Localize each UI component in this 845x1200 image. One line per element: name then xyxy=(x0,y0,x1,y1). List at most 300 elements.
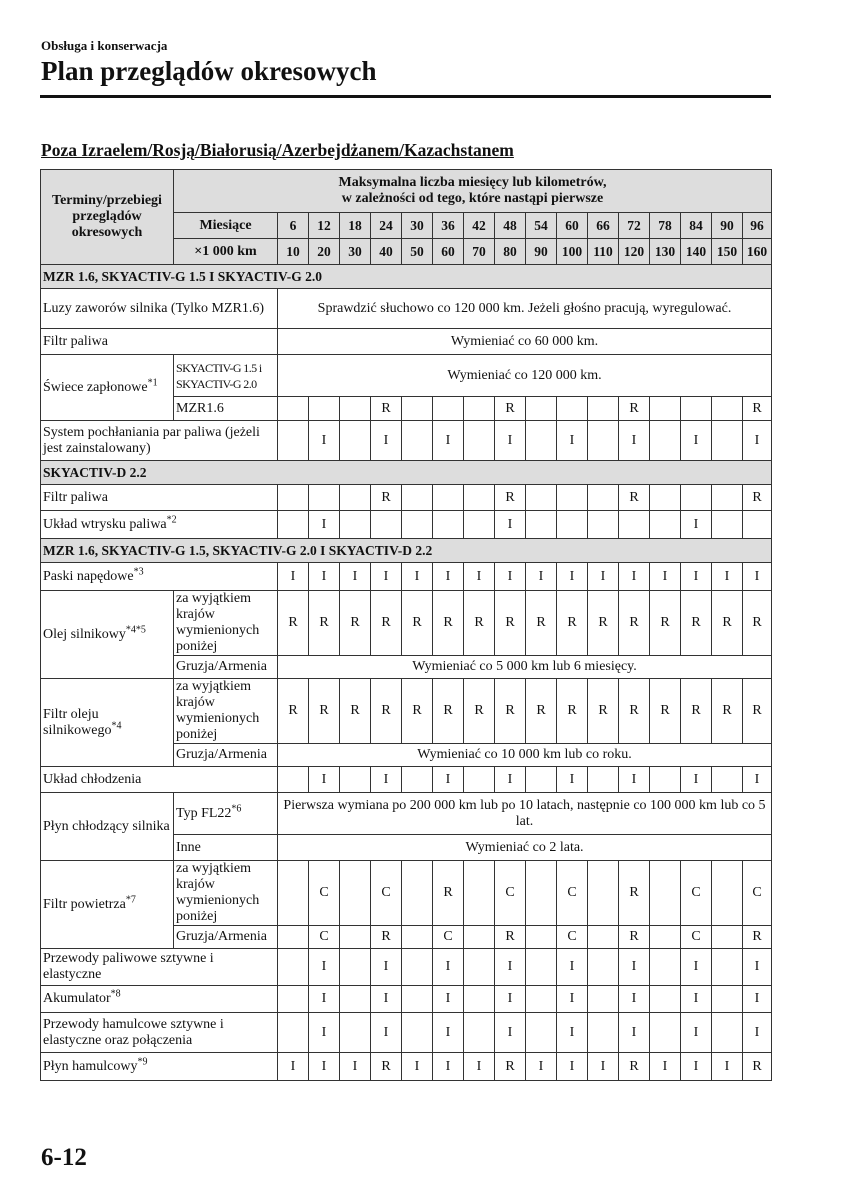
interval-cell xyxy=(619,511,650,539)
table-row xyxy=(41,329,772,355)
interval-cell xyxy=(402,511,433,539)
table-row xyxy=(41,591,772,656)
interval-cell: R xyxy=(495,397,526,421)
interval-cell: R xyxy=(619,1053,650,1081)
interval-cell: I xyxy=(526,563,557,591)
interval-cell xyxy=(371,511,402,539)
interval-cell: I xyxy=(309,949,340,986)
interval-cell: R xyxy=(619,397,650,421)
interval-cell: R xyxy=(681,591,712,656)
interval-cell: I xyxy=(371,1013,402,1053)
interval-cell: R xyxy=(433,591,464,656)
interval-cell: R xyxy=(340,591,371,656)
interval-cell xyxy=(712,986,743,1013)
interval-cell: I xyxy=(371,563,402,591)
interval-cell xyxy=(650,485,681,511)
interval-cell: R xyxy=(371,397,402,421)
interval-cell: I xyxy=(743,986,772,1013)
interval-cell: I xyxy=(278,1053,309,1081)
interval-cell: I xyxy=(371,421,402,461)
maintenance-subitem: Gruzja/Armenia xyxy=(174,926,278,949)
interval-cell xyxy=(712,767,743,793)
interval-cell: I xyxy=(619,986,650,1013)
interval-cell xyxy=(743,511,772,539)
interval-cell: R xyxy=(371,591,402,656)
interval-cell xyxy=(433,397,464,421)
interval-cell: R xyxy=(619,679,650,744)
interval-cell: R xyxy=(557,591,588,656)
interval-cell xyxy=(309,485,340,511)
table-row xyxy=(41,679,772,744)
interval-cell xyxy=(712,511,743,539)
header-km-cell: 10 xyxy=(278,239,309,265)
interval-cell: R xyxy=(526,591,557,656)
maintenance-item: Płyn chłodzący silnika xyxy=(41,793,174,861)
interval-cell xyxy=(340,767,371,793)
interval-cell xyxy=(650,511,681,539)
interval-cell: I xyxy=(402,1053,433,1081)
interval-cell: I xyxy=(278,563,309,591)
interval-cell xyxy=(464,1013,495,1053)
header-month-cell: 36 xyxy=(433,213,464,239)
interval-cell: R xyxy=(402,591,433,656)
interval-cell xyxy=(340,397,371,421)
footnote-ref: *7 xyxy=(125,893,136,905)
interval-cell: I xyxy=(464,563,495,591)
interval-cell xyxy=(340,421,371,461)
maintenance-item: Olej silnikowy$^{*4*5}$ xyxy=(41,591,174,679)
interval-cell: I xyxy=(309,1013,340,1053)
interval-cell: I xyxy=(681,1053,712,1081)
interval-cell xyxy=(433,511,464,539)
interval-cell xyxy=(340,986,371,1013)
interval-cell: I xyxy=(495,563,526,591)
interval-cell xyxy=(278,397,309,421)
title-divider xyxy=(40,95,771,98)
interval-cell xyxy=(278,861,309,926)
maintenance-subitem: za wyjątkiem krajów wymienionych poniżej xyxy=(174,591,278,656)
interval-cell xyxy=(588,397,619,421)
header-km-cell: 140 xyxy=(681,239,712,265)
interval-cell: I xyxy=(433,949,464,986)
interval-cell xyxy=(464,421,495,461)
interval-cell xyxy=(464,986,495,1013)
table-row xyxy=(41,289,772,329)
engine-section-header: MZR 1.6, SKYACTIV-G 1.5, SKYACTIV-G 2.0 I SKYACTIV-D 2.2 xyxy=(41,539,772,563)
interval-cell: C xyxy=(681,861,712,926)
interval-instruction: Wymieniać co 60 000 km. xyxy=(278,329,772,355)
maintenance-subitem: za wyjątkiem krajów wymienionych poniżej xyxy=(174,679,278,744)
interval-cell: R xyxy=(433,861,464,926)
interval-cell: R xyxy=(371,926,402,949)
interval-cell: I xyxy=(619,767,650,793)
interval-cell: I xyxy=(402,563,433,591)
interval-cell: I xyxy=(650,563,681,591)
interval-cell: R xyxy=(495,926,526,949)
interval-cell xyxy=(712,485,743,511)
interval-cell: R xyxy=(495,485,526,511)
interval-cell: R xyxy=(371,679,402,744)
interval-cell: I xyxy=(557,563,588,591)
interval-cell: R xyxy=(743,485,772,511)
interval-cell xyxy=(588,1013,619,1053)
header-month-cell: 84 xyxy=(681,213,712,239)
maintenance-item: System pochłaniania par paliwa (jeżeli jest zainstalowany) xyxy=(41,421,278,461)
interval-cell: R xyxy=(526,679,557,744)
interval-cell xyxy=(650,986,681,1013)
interval-cell xyxy=(526,926,557,949)
interval-instruction: Pierwsza wymiana po 200 000 km lub po 10 latach, następnie co 100 000 km lub co 5 lat. xyxy=(278,793,772,835)
header-km-cell: 60 xyxy=(433,239,464,265)
header-km-cell: 160 xyxy=(743,239,772,265)
interval-cell xyxy=(278,485,309,511)
page-title: Plan przeglądów okresowych xyxy=(41,56,377,86)
maintenance-item: Filtr paliwa xyxy=(41,329,278,355)
interval-cell: I xyxy=(495,986,526,1013)
interval-cell xyxy=(340,949,371,986)
interval-cell xyxy=(650,397,681,421)
interval-cell: I xyxy=(495,767,526,793)
interval-cell xyxy=(340,511,371,539)
interval-cell: I xyxy=(371,986,402,1013)
header-km-cell: 80 xyxy=(495,239,526,265)
interval-cell: I xyxy=(743,421,772,461)
interval-cell: I xyxy=(495,511,526,539)
interval-cell: R xyxy=(619,926,650,949)
interval-cell: I xyxy=(433,986,464,1013)
interval-cell xyxy=(526,767,557,793)
interval-cell: R xyxy=(557,679,588,744)
header-month-cell: 60 xyxy=(557,213,588,239)
interval-cell: I xyxy=(433,767,464,793)
interval-instruction: Wymieniać co 2 lata. xyxy=(278,835,772,861)
interval-cell: I xyxy=(712,563,743,591)
table-row xyxy=(41,949,772,986)
header-interval-label: Terminy/przebiegi przeglądów okresowych xyxy=(41,170,174,265)
interval-cell xyxy=(278,926,309,949)
interval-cell xyxy=(526,421,557,461)
interval-cell: R xyxy=(309,679,340,744)
header-km-label: ×1 000 km xyxy=(174,239,278,265)
maintenance-item: Filtr paliwa xyxy=(41,485,278,511)
header-max-interval: Maksymalna liczba miesięcy lub kilometrów, w zależności od tego, które nastąpi pierwsze xyxy=(174,170,772,213)
interval-cell xyxy=(433,485,464,511)
interval-cell xyxy=(464,949,495,986)
interval-cell: I xyxy=(309,421,340,461)
header-months-label: Miesiące xyxy=(174,213,278,239)
interval-cell: I xyxy=(309,986,340,1013)
header-month-cell: 66 xyxy=(588,213,619,239)
interval-cell xyxy=(588,926,619,949)
maintenance-item: Akumulator$^{*8}$ xyxy=(41,986,278,1013)
interval-cell xyxy=(278,511,309,539)
maintenance-item: Filtr oleju silnikowego$^{*4}$ xyxy=(41,679,174,767)
section-label: Obsługa i konserwacja xyxy=(41,38,168,53)
maintenance-subitem: za wyjątkiem krajów wymienionych poniżej xyxy=(174,861,278,926)
interval-cell xyxy=(588,485,619,511)
interval-cell: I xyxy=(433,421,464,461)
header-month-cell: 48 xyxy=(495,213,526,239)
interval-cell xyxy=(464,767,495,793)
interval-cell xyxy=(402,485,433,511)
interval-cell xyxy=(557,511,588,539)
interval-cell xyxy=(464,485,495,511)
interval-cell: I xyxy=(681,986,712,1013)
interval-cell: C xyxy=(557,861,588,926)
table-row xyxy=(41,485,772,511)
interval-cell: I xyxy=(495,421,526,461)
interval-cell xyxy=(402,861,433,926)
interval-cell: C xyxy=(743,861,772,926)
interval-cell xyxy=(526,1013,557,1053)
interval-cell xyxy=(681,397,712,421)
header-month-cell: 18 xyxy=(340,213,371,239)
interval-cell xyxy=(557,485,588,511)
interval-cell: R xyxy=(464,591,495,656)
maintenance-item: Paski napędowe$^{*3}$ xyxy=(41,563,278,591)
interval-cell: R xyxy=(340,679,371,744)
table-row xyxy=(41,265,772,289)
table-row xyxy=(41,461,772,485)
footnote-ref: *4*5 xyxy=(125,623,146,635)
table-row xyxy=(41,421,772,461)
interval-cell: I xyxy=(743,563,772,591)
maintenance-item: Świece zapłonowe$^{*1}$ xyxy=(41,355,174,421)
interval-instruction: Wymieniać co 5 000 km lub 6 miesięcy. xyxy=(278,656,772,679)
interval-cell xyxy=(588,861,619,926)
interval-cell xyxy=(557,397,588,421)
header-km-cell: 30 xyxy=(340,239,371,265)
table-row xyxy=(41,1053,772,1081)
interval-cell: R xyxy=(650,591,681,656)
interval-cell: I xyxy=(433,1053,464,1081)
interval-cell: R xyxy=(743,926,772,949)
interval-cell: R xyxy=(650,679,681,744)
footnote-ref: *9 xyxy=(137,1055,148,1067)
header-km-cell: 50 xyxy=(402,239,433,265)
interval-cell: R xyxy=(495,679,526,744)
interval-instruction: Wymieniać co 120 000 km. xyxy=(278,355,772,397)
table-row xyxy=(41,1013,772,1053)
interval-cell: C xyxy=(681,926,712,949)
interval-cell: R xyxy=(588,679,619,744)
interval-cell: I xyxy=(309,511,340,539)
interval-cell: I xyxy=(619,421,650,461)
interval-cell: R xyxy=(743,1053,772,1081)
interval-cell xyxy=(464,861,495,926)
interval-cell: I xyxy=(340,1053,371,1081)
interval-cell: R xyxy=(619,861,650,926)
interval-cell xyxy=(402,1013,433,1053)
engine-section-header: SKYACTIV-D 2.2 xyxy=(41,461,772,485)
interval-cell xyxy=(340,861,371,926)
table-row xyxy=(41,563,772,591)
interval-cell xyxy=(526,397,557,421)
interval-cell: I xyxy=(495,949,526,986)
interval-cell xyxy=(712,1013,743,1053)
interval-instruction: Sprawdzić słuchowo co 120 000 km. Jeżeli głośno pracują, wyregulować. xyxy=(278,289,772,329)
maintenance-item: Luzy zaworów silnika (Tylko MZR1.6) xyxy=(41,289,278,329)
interval-cell: I xyxy=(619,949,650,986)
interval-cell: I xyxy=(371,949,402,986)
interval-cell xyxy=(588,767,619,793)
interval-cell: R xyxy=(495,591,526,656)
interval-cell xyxy=(588,421,619,461)
interval-cell xyxy=(464,397,495,421)
interval-cell: I xyxy=(743,949,772,986)
footnote-ref: *8 xyxy=(110,988,121,1000)
interval-cell: I xyxy=(681,563,712,591)
interval-cell xyxy=(712,926,743,949)
footnote-ref: *4 xyxy=(111,719,122,731)
interval-cell: I xyxy=(309,563,340,591)
maintenance-subitem: MZR1.6 xyxy=(174,397,278,421)
header-km-cell: 20 xyxy=(309,239,340,265)
interval-cell: C xyxy=(557,926,588,949)
maintenance-subitem: SKYACTIV-G 1.5 i SKYACTIV-G 2.0 xyxy=(174,355,278,397)
interval-cell: I xyxy=(681,767,712,793)
interval-cell xyxy=(650,1013,681,1053)
maintenance-item: Przewody hamulcowe sztywne i elastyczne oraz połączenia xyxy=(41,1013,278,1053)
interval-cell: R xyxy=(619,485,650,511)
header-month-cell: 24 xyxy=(371,213,402,239)
interval-cell xyxy=(402,421,433,461)
interval-cell xyxy=(526,861,557,926)
interval-cell xyxy=(278,949,309,986)
interval-cell: I xyxy=(650,1053,681,1081)
maintenance-item: Układ wtrysku paliwa$^{*2}$ xyxy=(41,511,278,539)
interval-cell: R xyxy=(278,591,309,656)
engine-section-header: MZR 1.6, SKYACTIV-G 1.5 I SKYACTIV-G 2.0 xyxy=(41,265,772,289)
header-km-cell: 130 xyxy=(650,239,681,265)
header-month-cell: 78 xyxy=(650,213,681,239)
interval-cell xyxy=(588,986,619,1013)
interval-cell xyxy=(402,926,433,949)
interval-cell: R xyxy=(495,1053,526,1081)
interval-cell: I xyxy=(340,563,371,591)
table-row xyxy=(41,986,772,1013)
interval-cell: I xyxy=(681,1013,712,1053)
interval-cell xyxy=(340,926,371,949)
maintenance-subitem: Inne xyxy=(174,835,278,861)
interval-cell: I xyxy=(557,421,588,461)
interval-cell xyxy=(712,949,743,986)
interval-cell: R xyxy=(464,679,495,744)
table-row xyxy=(41,767,772,793)
interval-cell: C xyxy=(495,861,526,926)
header-month-cell: 96 xyxy=(743,213,772,239)
interval-cell xyxy=(340,485,371,511)
interval-cell: R xyxy=(712,679,743,744)
interval-cell xyxy=(526,949,557,986)
interval-cell: C xyxy=(371,861,402,926)
header-km-cell: 100 xyxy=(557,239,588,265)
interval-cell xyxy=(464,926,495,949)
interval-instruction: Wymieniać co 10 000 km lub co roku. xyxy=(278,744,772,767)
interval-cell xyxy=(464,511,495,539)
interval-cell: I xyxy=(743,767,772,793)
interval-cell: I xyxy=(464,1053,495,1081)
footnote-ref: *2 xyxy=(166,513,177,525)
maintenance-schedule-table xyxy=(40,169,772,1081)
interval-cell xyxy=(402,397,433,421)
table-row xyxy=(41,170,772,213)
interval-cell xyxy=(340,1013,371,1053)
interval-cell: I xyxy=(712,1053,743,1081)
interval-cell: I xyxy=(619,1013,650,1053)
page-number: 6-12 xyxy=(41,1144,87,1171)
table-row xyxy=(41,539,772,563)
interval-cell: R xyxy=(402,679,433,744)
footnote-ref: *6 xyxy=(231,802,242,814)
interval-cell: R xyxy=(588,591,619,656)
table-subheading: Poza Izraelem/Rosją/Białorusią/Azerbejdżanem/Kazachstanem xyxy=(41,140,514,160)
interval-cell: I xyxy=(681,949,712,986)
interval-cell: I xyxy=(495,1013,526,1053)
interval-cell: C xyxy=(309,861,340,926)
interval-cell xyxy=(650,767,681,793)
interval-cell xyxy=(526,511,557,539)
interval-cell: I xyxy=(743,1013,772,1053)
interval-cell xyxy=(650,421,681,461)
table-row xyxy=(41,861,772,926)
header-month-cell: 90 xyxy=(712,213,743,239)
maintenance-item: Płyn hamulcowy$^{*9}$ xyxy=(41,1053,278,1081)
interval-cell xyxy=(588,949,619,986)
header-km-cell: 120 xyxy=(619,239,650,265)
interval-cell: R xyxy=(743,679,772,744)
interval-cell xyxy=(526,986,557,1013)
interval-cell xyxy=(402,949,433,986)
interval-cell: I xyxy=(371,767,402,793)
header-km-cell: 40 xyxy=(371,239,402,265)
header-month-cell: 12 xyxy=(309,213,340,239)
interval-cell: R xyxy=(681,679,712,744)
interval-cell xyxy=(650,861,681,926)
footnote-ref: *1 xyxy=(147,376,158,388)
interval-cell: C xyxy=(309,926,340,949)
interval-cell: I xyxy=(588,1053,619,1081)
maintenance-item: Filtr powietrza$^{*7}$ xyxy=(41,861,174,949)
maintenance-subitem: Typ FL22$^{*6}$ xyxy=(174,793,278,835)
maintenance-subitem: Gruzja/Armenia xyxy=(174,744,278,767)
interval-cell xyxy=(278,767,309,793)
interval-cell: I xyxy=(309,767,340,793)
interval-cell: C xyxy=(433,926,464,949)
interval-cell: I xyxy=(557,1013,588,1053)
interval-cell xyxy=(712,861,743,926)
interval-cell: I xyxy=(557,986,588,1013)
interval-cell: R xyxy=(433,679,464,744)
interval-cell: R xyxy=(712,591,743,656)
interval-cell: R xyxy=(309,591,340,656)
maintenance-subitem: Gruzja/Armenia xyxy=(174,656,278,679)
interval-cell: I xyxy=(433,563,464,591)
header-km-cell: 70 xyxy=(464,239,495,265)
interval-cell: R xyxy=(743,397,772,421)
header-km-cell: 110 xyxy=(588,239,619,265)
interval-cell xyxy=(278,421,309,461)
interval-cell xyxy=(712,421,743,461)
header-month-cell: 30 xyxy=(402,213,433,239)
interval-cell xyxy=(526,485,557,511)
interval-cell: R xyxy=(619,591,650,656)
interval-cell: I xyxy=(526,1053,557,1081)
interval-cell: I xyxy=(557,1053,588,1081)
header-month-cell: 42 xyxy=(464,213,495,239)
interval-cell xyxy=(402,767,433,793)
interval-cell: R xyxy=(371,1053,402,1081)
